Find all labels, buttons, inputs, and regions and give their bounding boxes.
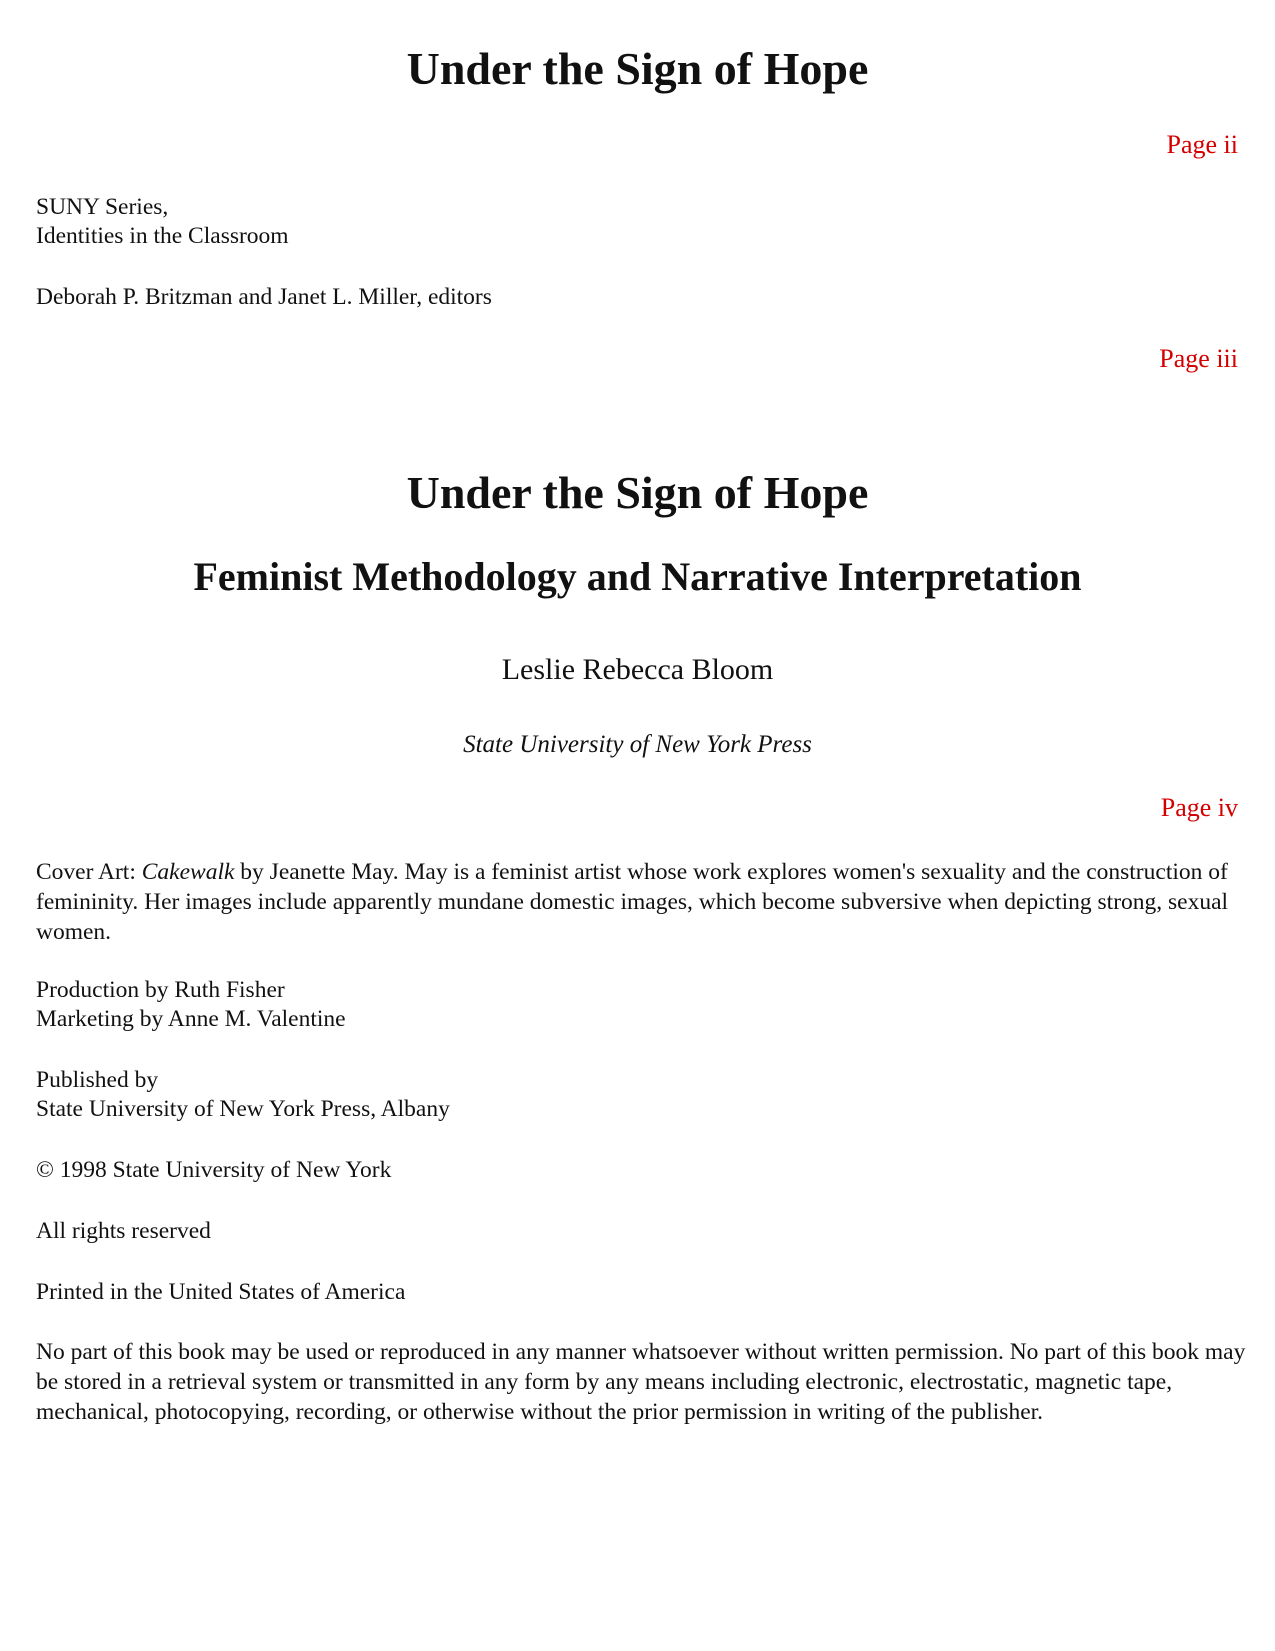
copyright-notice: © 1998 State University of New York <box>36 1157 392 1183</box>
production-credit: Production by Ruth Fisher <box>36 977 285 1003</box>
marketing-credit: Marketing by Anne M. Valentine <box>36 1006 346 1032</box>
page-marker-iii: Page iii <box>1159 344 1238 373</box>
book-author: Leslie Rebecca Bloom <box>501 653 774 686</box>
printed-in: Printed in the United States of America <box>36 1279 406 1305</box>
book-publisher: State University of New York Press <box>463 731 812 758</box>
cover-art-prefix: Cover Art: <box>36 859 142 885</box>
cover-art-description: by Jeanette May. May is a feminist artist whose work explores women's sexuality and the construction of femininity. Her images include apparently mundane domestic images, which become subversive when depicting strong, sexual women. <box>36 859 1229 945</box>
cover-art-credit <box>36 857 1246 947</box>
permission-notice: No part of this book may be used or reproduced in any manner whatsoever without written permission. No part of this book may be stored in a retrieval system or transmitted in any form by any means including electronic, electrostatic, magnetic tape, mechanical, photocopying, recording, or otherwise without the prior permission in writing of the publisher. <box>36 1339 1246 1425</box>
page-marker-ii: Page ii <box>1166 130 1238 159</box>
published-by-label: Published by <box>36 1067 159 1093</box>
book-title: Under the Sign of Hope <box>406 467 869 518</box>
cover-art-title: Cakewalk <box>141 859 235 885</box>
book-subtitle: Feminist Methodology and Narrative Interpretation <box>193 554 1082 599</box>
publisher-place: State University of New York Press, Albany <box>36 1096 450 1122</box>
series-name-line2: Identities in the Classroom <box>36 223 289 249</box>
series-name-line1: SUNY Series, <box>36 194 169 220</box>
page-marker-iv: Page iv <box>1160 793 1238 822</box>
document-title: Under the Sign of Hope <box>406 43 869 94</box>
series-editors: Deborah P. Britzman and Janet L. Miller, editors <box>36 284 492 310</box>
rights-reserved: All rights reserved <box>36 1218 211 1244</box>
